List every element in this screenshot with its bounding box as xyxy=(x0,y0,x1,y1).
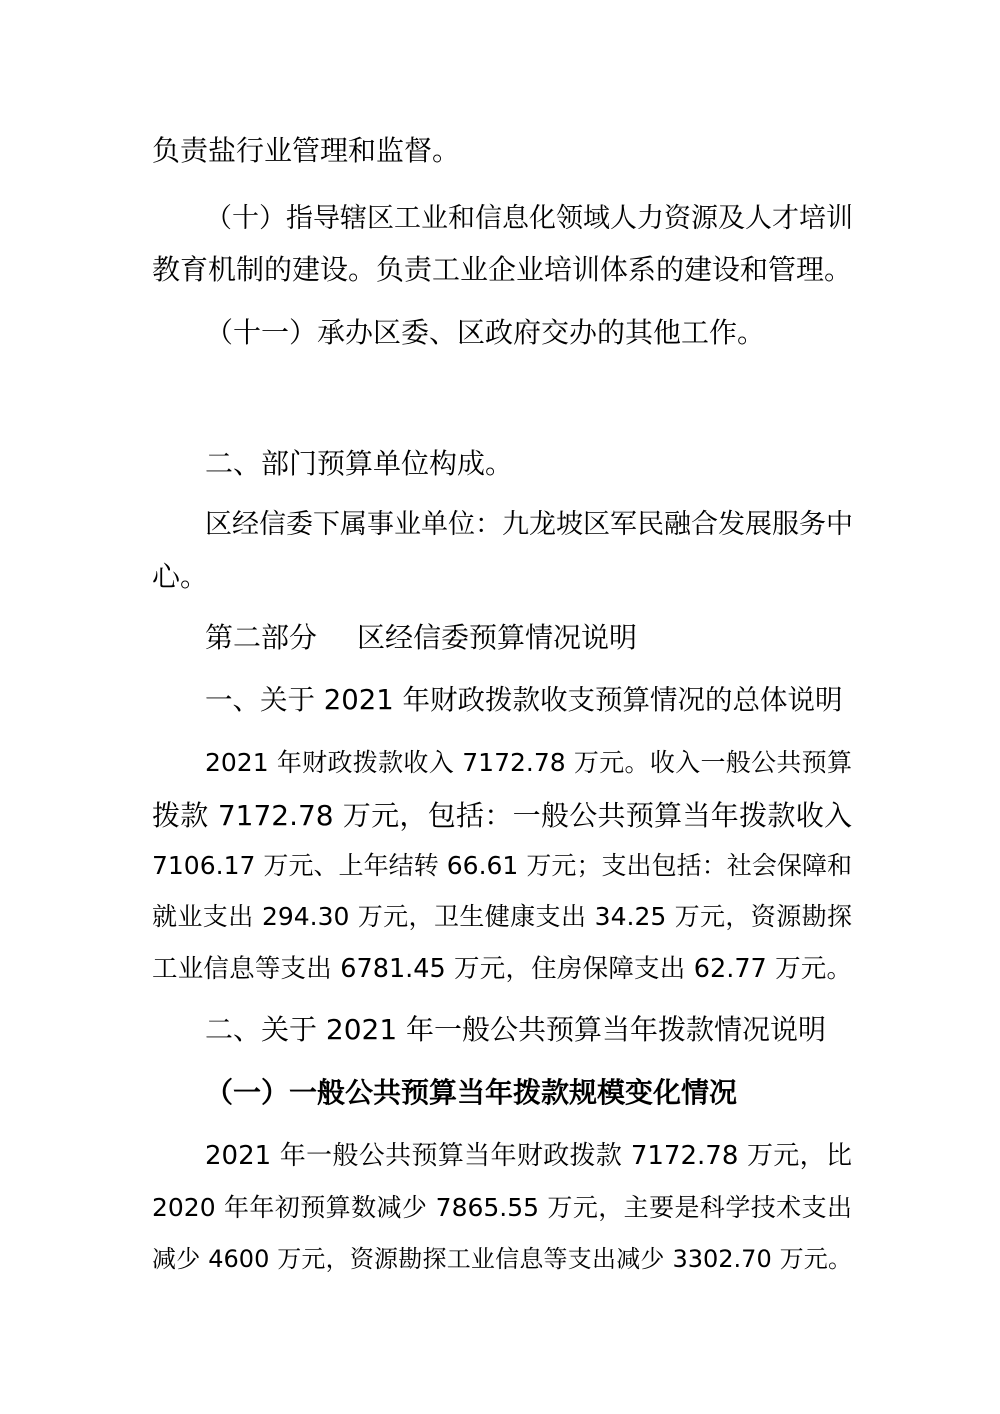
paragraph-line: 2021 年财政拨款收入 7172.78 万元。收入一般公共预算 xyxy=(205,748,852,777)
paragraph-line: （十一）承办区委、区政府交办的其他工作。 xyxy=(205,316,766,349)
paragraph-line: 减少 4600 万元，资源勘探工业信息等支出减少 3302.70 万元。 xyxy=(152,1245,852,1273)
paragraph-line: 7106.17 万元、上年结转 66.61 万元；支出包括：社会保障和 xyxy=(152,851,852,880)
paragraph-line: 2020 年年初预算数减少 7865.55 万元，主要是科学技术支出 xyxy=(152,1193,852,1222)
paragraph-line: （十）指导辖区工业和信息化领域人力资源及人才培训 xyxy=(205,203,853,234)
paragraph-line: 就业支出 294.30 万元，卫生健康支出 34.25 万元，资源勘探 xyxy=(152,902,852,931)
paragraph-line: 区经信委下属事业单位：九龙坡区军民融合发展服务中 xyxy=(205,509,853,540)
paragraph-line: 教育机制的建设。负责工业企业培训体系的建设和管理。 xyxy=(152,253,853,286)
paragraph-line: 拨款 7172.78 万元，包括：一般公共预算当年拨款收入 xyxy=(152,799,852,832)
part-number: 第二部分 xyxy=(205,621,318,654)
paragraph-line: 2021 年一般公共预算当年财政拨款 7172.78 万元，比 xyxy=(205,1141,852,1171)
section-heading: 一、关于 2021 年财政拨款收支预算情况的总体说明 xyxy=(205,684,843,716)
subsection-heading: （一）一般公共预算当年拨款规模变化情况 xyxy=(205,1076,738,1109)
section-heading: 二、部门预算单位构成。 xyxy=(205,447,514,480)
part-title: 区经信委预算情况说明 xyxy=(357,621,638,654)
paragraph-line: 负责盐行业管理和监督。 xyxy=(152,134,461,167)
section-heading: 二、关于 2021 年一般公共预算当年拨款情况说明 xyxy=(205,1013,827,1046)
part-heading xyxy=(205,618,852,658)
paragraph-line: 工业信息等支出 6781.45 万元，住房保障支出 62.77 万元。 xyxy=(152,954,852,984)
paragraph-line: 心。 xyxy=(152,560,209,593)
